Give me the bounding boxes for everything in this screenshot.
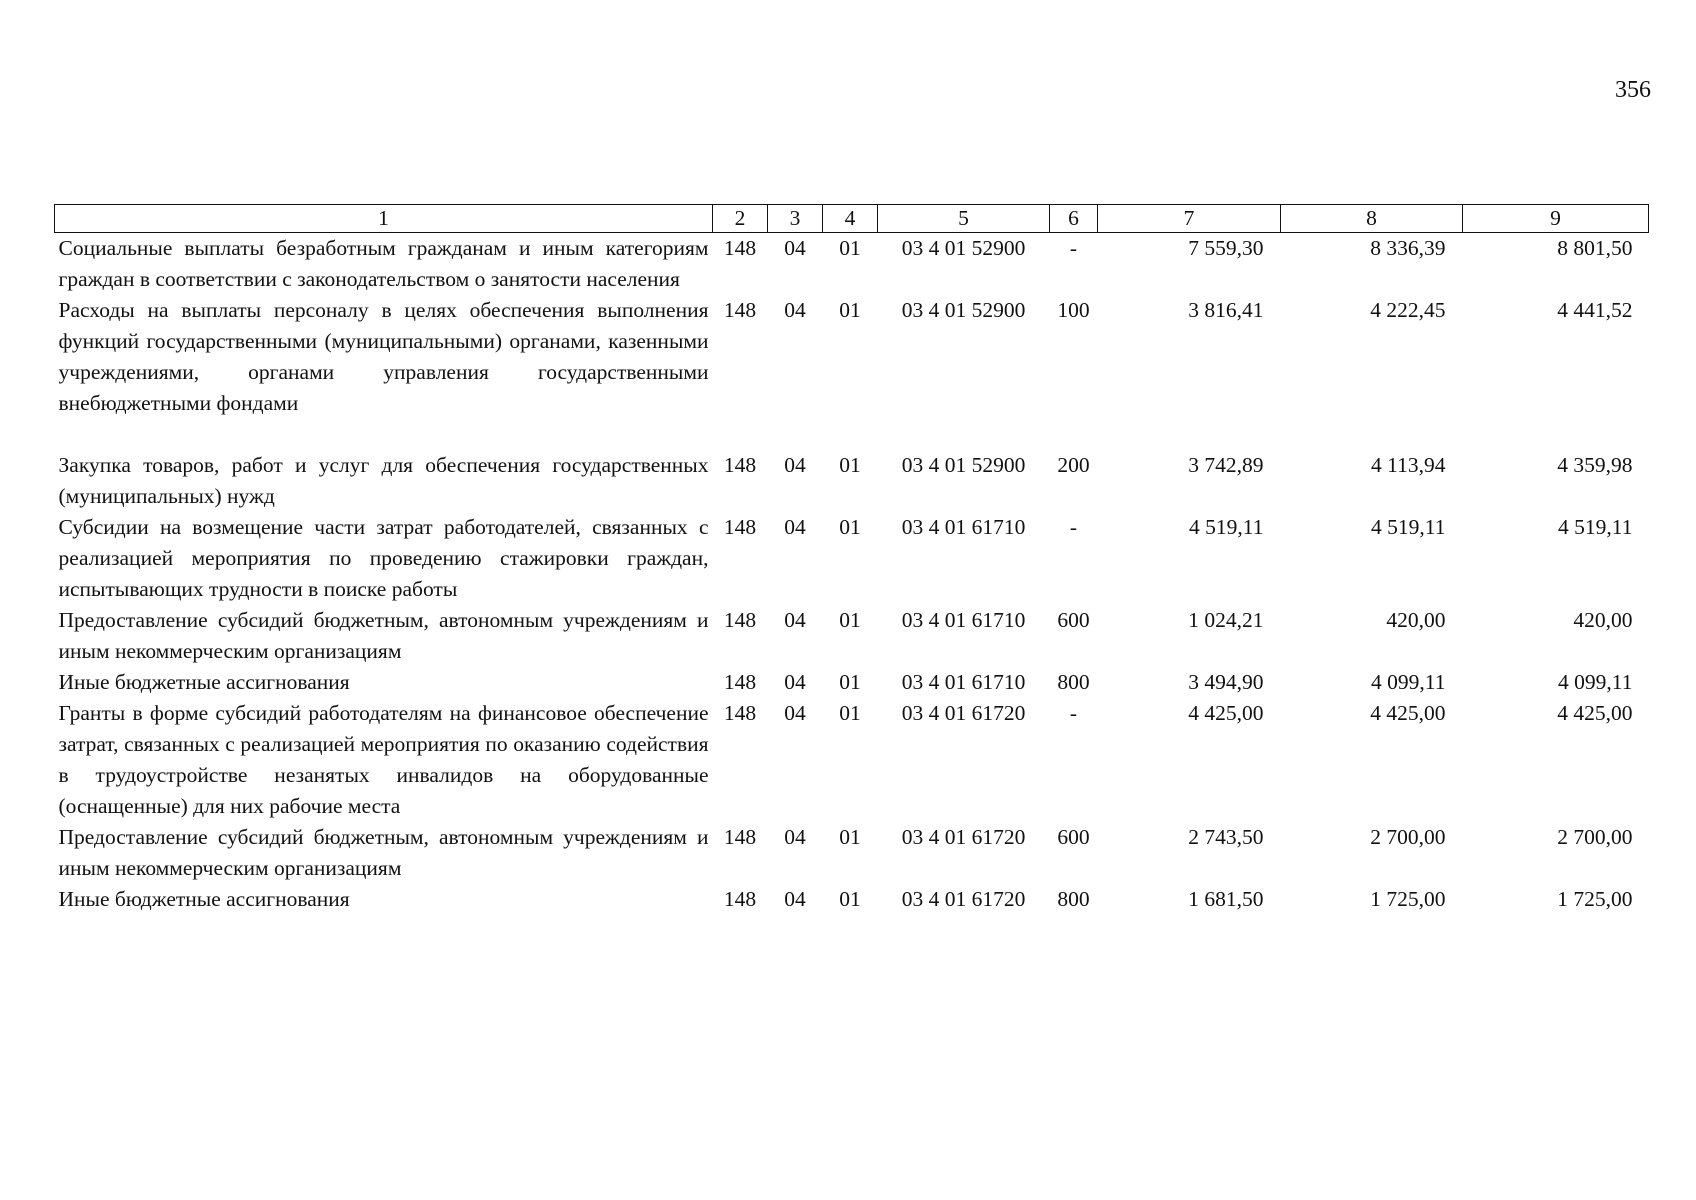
row-description: Иные бюджетные ассигнования [58, 887, 350, 911]
header-row [55, 205, 1649, 233]
expense-type-code: - [1069, 701, 1078, 725]
subsection-code: 01 [839, 670, 861, 694]
target-code: 03 4 01 52900 [901, 236, 1026, 260]
section-code: 04 [784, 825, 806, 849]
table-row [55, 698, 1649, 822]
section-code: 04 [784, 608, 806, 632]
amount-col-7: 7 559,30 [1188, 236, 1264, 260]
subsection-code: 01 [839, 887, 861, 911]
admin-code: 148 [723, 298, 757, 322]
target-code: 03 4 01 61710 [901, 608, 1026, 632]
row-description: Социальные выплаты безработным гражданам и иным категориям граждан в соответствии с законодательством о занятости населения [58, 236, 709, 291]
table-row [55, 295, 1649, 450]
row-description: Расходы на выплаты персоналу в целях обеспечения выполнения функций государственными (муниципальными) органами, казенными учреждениями, органами управления государственными внебюджетными фондами [58, 298, 709, 415]
amount-col-7: 4 425,00 [1188, 701, 1264, 725]
section-code: 04 [784, 887, 806, 911]
target-code: 03 4 01 52900 [901, 453, 1026, 477]
budget-table [54, 204, 1649, 915]
amount-col-9: 4 441,52 [1557, 298, 1633, 322]
table-row [55, 822, 1649, 884]
expense-type-code: 600 [1057, 608, 1090, 632]
expense-type-code: - [1069, 515, 1078, 539]
table-row [55, 884, 1649, 915]
amount-col-7: 3 816,41 [1188, 298, 1264, 322]
target-code: 03 4 01 61720 [901, 701, 1026, 725]
amount-col-9: 1 725,00 [1557, 887, 1633, 911]
amount-col-7: 4 519,11 [1189, 515, 1264, 539]
amount-col-7: 3 742,89 [1188, 453, 1264, 477]
amount-col-9: 8 801,50 [1557, 236, 1633, 260]
column-header: 6 [1050, 205, 1098, 233]
amount-col-7: 2 743,50 [1188, 825, 1264, 849]
admin-code: 148 [723, 515, 757, 539]
amount-col-9: 4 519,11 [1558, 515, 1633, 539]
table-row [55, 512, 1649, 605]
table-row [55, 450, 1649, 512]
column-header: 2 [713, 205, 768, 233]
amount-col-8: 1 725,00 [1370, 887, 1446, 911]
admin-code: 148 [723, 670, 757, 694]
amount-col-9: 4 425,00 [1557, 701, 1633, 725]
section-code: 04 [784, 453, 806, 477]
target-code: 03 4 01 52900 [901, 298, 1026, 322]
expense-type-code: 200 [1057, 453, 1090, 477]
amount-col-8: 2 700,00 [1370, 825, 1446, 849]
subsection-code: 01 [839, 825, 861, 849]
subsection-code: 01 [839, 236, 861, 260]
target-code: 03 4 01 61720 [901, 887, 1026, 911]
column-header: 9 [1463, 205, 1649, 233]
column-header: 5 [878, 205, 1050, 233]
subsection-code: 01 [839, 298, 861, 322]
expense-type-code: 800 [1057, 670, 1090, 694]
row-description: Иные бюджетные ассигнования [58, 670, 350, 694]
subsection-code: 01 [839, 608, 861, 632]
amount-col-8: 4 113,94 [1371, 453, 1446, 477]
row-description: Предоставление субсидий бюджетным, автономным учреждениям и иным некоммерческим организациям [58, 825, 709, 880]
amount-col-8: 8 336,39 [1370, 236, 1446, 260]
amount-col-8: 4 099,11 [1371, 670, 1446, 694]
amount-col-7: 1 681,50 [1188, 887, 1264, 911]
admin-code: 148 [723, 236, 757, 260]
row-description: Предоставление субсидий бюджетным, автономным учреждениям и иным некоммерческим организациям [58, 608, 709, 663]
table-row [55, 233, 1649, 296]
section-code: 04 [784, 515, 806, 539]
admin-code: 148 [723, 608, 757, 632]
amount-col-9: 4 099,11 [1558, 670, 1633, 694]
target-code: 03 4 01 61720 [901, 825, 1026, 849]
column-header: 7 [1098, 205, 1281, 233]
admin-code: 148 [723, 701, 757, 725]
column-header: 4 [823, 205, 878, 233]
table-row [55, 667, 1649, 698]
expense-type-code: - [1069, 236, 1078, 260]
amount-col-8: 4 222,45 [1370, 298, 1446, 322]
page-number: 356 [1615, 77, 1651, 103]
table-row [55, 605, 1649, 667]
amount-col-9: 2 700,00 [1557, 825, 1633, 849]
section-code: 04 [784, 701, 806, 725]
subsection-code: 01 [839, 453, 861, 477]
column-header: 8 [1281, 205, 1463, 233]
amount-col-8: 420,00 [1386, 608, 1446, 632]
admin-code: 148 [723, 453, 757, 477]
section-code: 04 [784, 298, 806, 322]
expense-type-code: 800 [1057, 887, 1090, 911]
amount-col-8: 4 519,11 [1371, 515, 1446, 539]
admin-code: 148 [723, 825, 757, 849]
column-header: 1 [55, 205, 713, 233]
target-code: 03 4 01 61710 [901, 670, 1026, 694]
admin-code: 148 [723, 887, 757, 911]
subsection-code: 01 [839, 701, 861, 725]
amount-col-7: 1 024,21 [1188, 608, 1264, 632]
section-code: 04 [784, 670, 806, 694]
expense-type-code: 100 [1057, 298, 1090, 322]
row-description: Гранты в форме субсидий работодателям на финансовое обеспечение затрат, связанных с реализацией мероприятия по оказанию содействия в трудоустройстве незанятых инвалидов на оборудованные (оснащенные) для них рабочие места [58, 701, 709, 818]
expense-type-code: 600 [1057, 825, 1090, 849]
amount-col-9: 4 359,98 [1557, 453, 1633, 477]
row-description: Закупка товаров, работ и услуг для обеспечения государственных (муниципальных) нужд [58, 453, 709, 508]
amount-col-9: 420,00 [1573, 608, 1633, 632]
column-header: 3 [768, 205, 823, 233]
amount-col-8: 4 425,00 [1370, 701, 1446, 725]
amount-col-7: 3 494,90 [1188, 670, 1264, 694]
section-code: 04 [784, 236, 806, 260]
row-description: Субсидии на возмещение части затрат работодателей, связанных с реализацией мероприятия по проведению стажировки граждан, испытывающих трудности в поиске работы [58, 515, 709, 601]
subsection-code: 01 [839, 515, 861, 539]
target-code: 03 4 01 61710 [901, 515, 1026, 539]
